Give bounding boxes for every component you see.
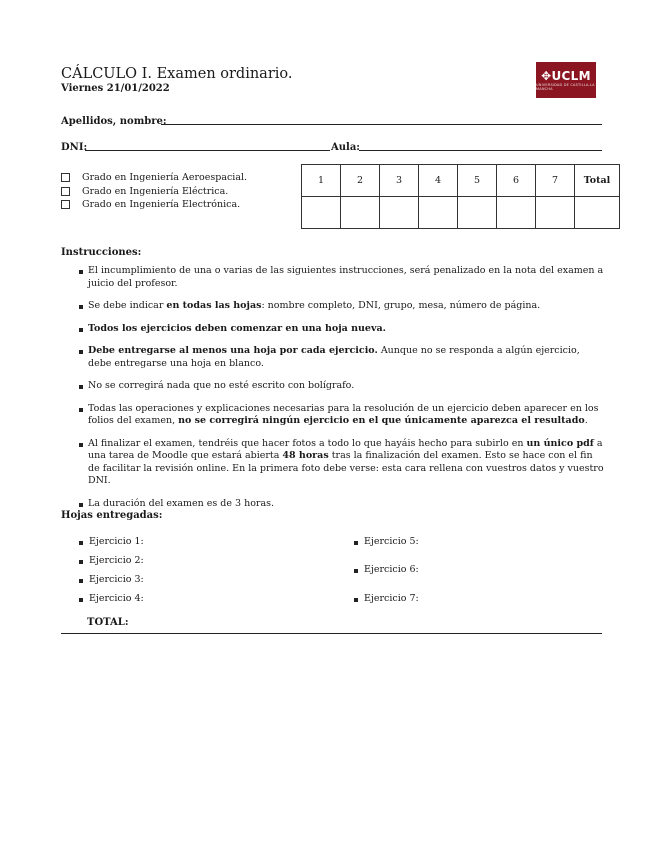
exam-date: Viernes 21/01/2022 bbox=[61, 83, 170, 94]
grade-header-row bbox=[302, 165, 620, 197]
grade-score-cell[interactable] bbox=[302, 197, 341, 229]
name-field[interactable] bbox=[161, 124, 602, 125]
logo-text: ✥UCLM bbox=[541, 69, 591, 83]
grade-header-cell: 4 bbox=[419, 165, 458, 197]
instructions-title: Instrucciones: bbox=[61, 247, 142, 258]
sheet-item-4: Ejercicio 4: bbox=[79, 593, 144, 604]
checkbox-icon[interactable] bbox=[61, 187, 70, 196]
dni-field[interactable] bbox=[85, 150, 330, 151]
checkbox-icon[interactable] bbox=[61, 173, 70, 182]
sheet-item-7: Ejercicio 7: bbox=[354, 593, 419, 604]
grade-score-cell[interactable] bbox=[380, 197, 419, 229]
grade-header-total: Total bbox=[575, 165, 620, 197]
grade-score-cell[interactable] bbox=[458, 197, 497, 229]
instruction-item: El incumplimiento de una o varias de las siguientes instrucciones, será penalizado en la nota del examen a juicio del profesor. bbox=[61, 265, 606, 290]
instruction-item: Al finalizar el examen, tendréis que hacer fotos a todo lo que hayáis hecho para subirlo en un único pdf a una tarea de Moodle que estará abierta 48 horas tras la finalización del examen. Esto se hace con el fin de facilitar la revisión online. En la primera foto debe verse: esta cara rellena con vuestros datos y vuestro DNI. bbox=[61, 438, 606, 488]
instruction-item: Se debe indicar en todas las hojas: nombre completo, DNI, grupo, mesa, número de página. bbox=[61, 300, 606, 313]
aula-field[interactable] bbox=[359, 150, 602, 151]
grade-score-cell[interactable] bbox=[536, 197, 575, 229]
total-label: TOTAL: bbox=[87, 617, 129, 628]
degree-option[interactable]: Grado en Ingeniería Eléctrica. bbox=[61, 185, 247, 199]
sheet-item-3: Ejercicio 3: bbox=[79, 574, 144, 585]
degree-option[interactable]: Grado en Ingeniería Aeroespacial. bbox=[61, 171, 247, 185]
exam-title: CÁLCULO I. Examen ordinario. bbox=[61, 66, 293, 82]
divider bbox=[61, 633, 602, 634]
grade-score-cell[interactable] bbox=[419, 197, 458, 229]
checkbox-icon[interactable] bbox=[61, 200, 70, 209]
instructions-list bbox=[61, 265, 606, 520]
grade-header-cell: 6 bbox=[497, 165, 536, 197]
instruction-item: Todos los ejercicios deben comenzar en una hoja nueva. bbox=[61, 323, 606, 336]
aula-label: Aula: bbox=[331, 142, 360, 153]
grade-header-cell: 1 bbox=[302, 165, 341, 197]
instruction-item: No se corregirá nada que no esté escrito con bolígrafo. bbox=[61, 380, 606, 393]
sheets-title: Hojas entregadas: bbox=[61, 510, 163, 521]
grade-header-cell: 5 bbox=[458, 165, 497, 197]
grade-header-cell: 7 bbox=[536, 165, 575, 197]
degree-option[interactable]: Grado en Ingeniería Electrónica. bbox=[61, 198, 247, 212]
grade-score-row bbox=[302, 197, 620, 229]
instruction-item: Todas las operaciones y explicaciones necesarias para la resolución de un ejercicio deben aparecer en los folios del examen, no se corregirá ningún ejercicio en el que únicamente aparezca el resultado. bbox=[61, 403, 606, 428]
instruction-item: La duración del examen es de 3 horas. bbox=[61, 498, 606, 511]
sheet-item-1: Ejercicio 1: bbox=[79, 536, 144, 547]
instruction-item: Debe entregarse al menos una hoja por cada ejercicio. Aunque no se responda a algún ejercicio, debe entregarse una hoja en blanco. bbox=[61, 345, 606, 370]
dni-label: DNI: bbox=[61, 142, 88, 153]
sheet-item-2: Ejercicio 2: bbox=[79, 555, 144, 566]
grade-score-cell[interactable] bbox=[497, 197, 536, 229]
grade-total-cell[interactable] bbox=[575, 197, 620, 229]
sheet-item-5: Ejercicio 5: bbox=[354, 536, 419, 547]
logo-subtext: UNIVERSIDAD DE CASTILLA-LA MANCHA bbox=[536, 83, 595, 91]
name-label: Apellidos, nombre: bbox=[61, 116, 167, 127]
grade-header-cell: 3 bbox=[380, 165, 419, 197]
sheet-item-6: Ejercicio 6: bbox=[354, 564, 419, 575]
grade-table bbox=[301, 164, 620, 229]
degree-checklist bbox=[61, 171, 247, 212]
grade-score-cell[interactable] bbox=[341, 197, 380, 229]
grade-header-cell: 2 bbox=[341, 165, 380, 197]
uclm-logo bbox=[536, 62, 596, 98]
